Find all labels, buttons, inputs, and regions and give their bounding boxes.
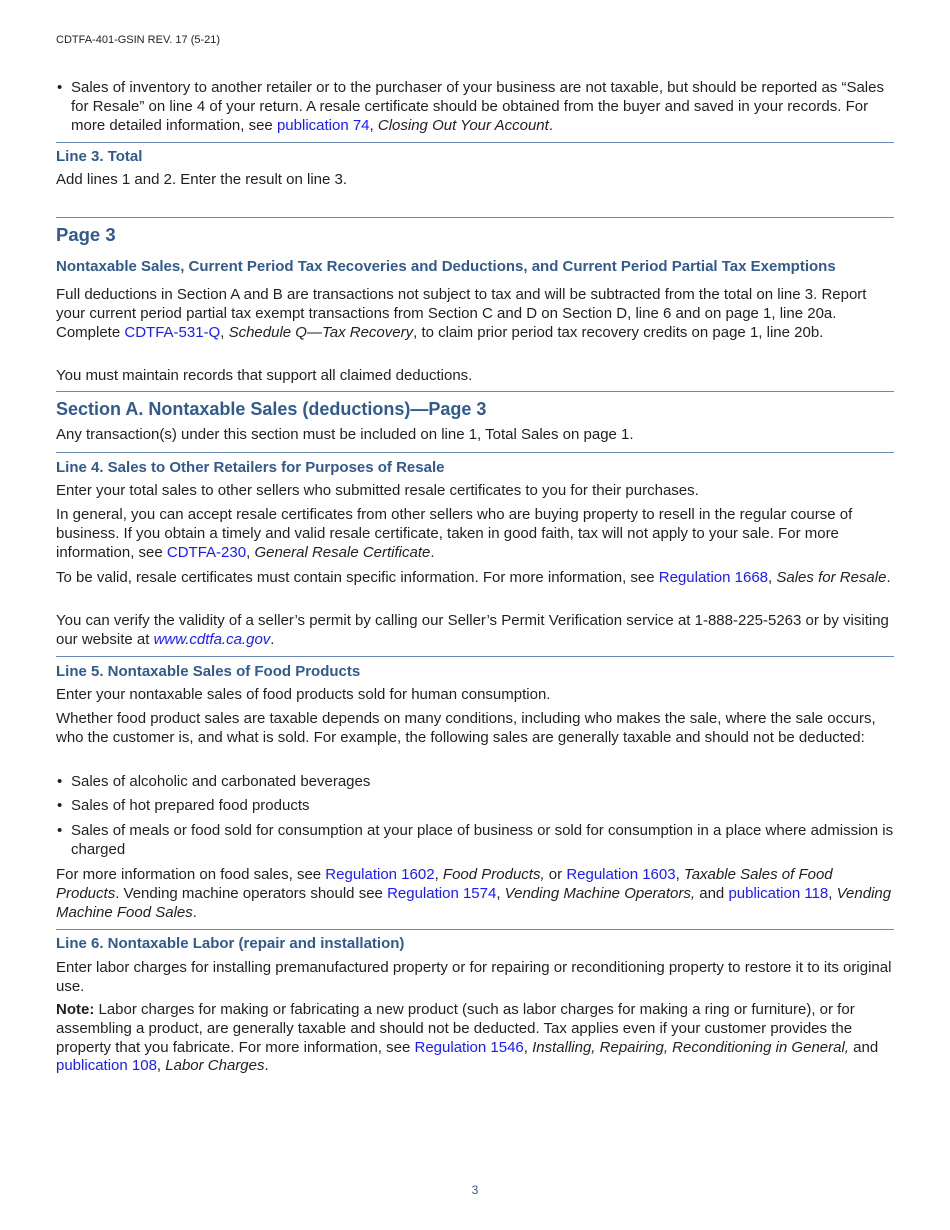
note-label: Note: [56, 1001, 95, 1018]
list-item [56, 79, 894, 135]
text: For more information on food sales, see [56, 866, 326, 883]
text: , [156, 1057, 166, 1075]
page3-subheading: Nontaxable Sales, Current Period Tax Recoveries and Deductions, and Current Period Partial Tax Exemptions [56, 258, 836, 275]
text: , [220, 323, 229, 341]
intro-bullet-list [56, 79, 894, 135]
text: , [768, 569, 777, 586]
regulation-1668-link[interactable]: Regulation 1668 [658, 569, 769, 586]
cdtfa-230-link[interactable]: CDTFA-230 [166, 543, 247, 561]
taxable-food-list [56, 773, 894, 859]
regulation-title: Sales for Resale [776, 569, 887, 586]
text: , [523, 1038, 533, 1056]
section-a-text: Any transaction(s) under this section must be included on line 1, Total Sales on page 1. [56, 426, 634, 443]
page-number: 3 [471, 1183, 479, 1197]
line5-paragraph-3 [56, 866, 894, 922]
divider [56, 391, 894, 392]
divider [56, 656, 894, 657]
regulation-title: Taxable Sales of Food Products [56, 866, 833, 902]
regulation-1602-link[interactable]: Regulation 1602 [325, 866, 435, 883]
regulation-1574-link[interactable]: Regulation 1574 [387, 884, 497, 902]
page3-paragraph-1 [56, 286, 894, 342]
list-item: • Sales of hot prepared food products [56, 797, 894, 816]
text: , [246, 543, 255, 561]
page3-heading: Page 3 [56, 224, 116, 245]
text: . [270, 630, 275, 648]
divider [56, 452, 894, 453]
text: and [848, 1038, 879, 1056]
publication-title: Labor Charges [165, 1057, 265, 1075]
line4-paragraph-2 [56, 506, 894, 562]
line4-paragraph-1: Enter your total sales to other sellers who submitted resale certificates to you for their purchases. [56, 482, 699, 499]
text: . [192, 903, 197, 921]
regulation-title: Installing, Repairing, Reconditioning in General, [532, 1038, 849, 1056]
line3-heading: Line 3. Total [56, 148, 143, 165]
publication-74-link[interactable]: publication 74 [276, 116, 370, 134]
line6-paragraph-1: Enter labor charges for installing premanufactured property or for repairing or reconditioning property to restore it to its original use. [56, 959, 892, 995]
text: You can verify the validity of a seller’s permit by calling our Seller’s Permit Verification service at 1-888-225-5263 or by visiting our website at [56, 612, 889, 648]
publication-title: Closing Out Your Account [377, 116, 549, 134]
line3-text: Add lines 1 and 2. Enter the result on line 3. [56, 171, 348, 188]
form-id: CDTFA-401-GSIN REV. 17 (5-21) [56, 34, 221, 46]
text: , [434, 866, 443, 883]
text: , [369, 116, 378, 134]
line4-paragraph-3 [56, 569, 894, 588]
list-item: • Sales of alcoholic and carbonated beverages [56, 773, 894, 792]
text: . Vending machine operators should see [115, 884, 388, 902]
page3-paragraph-2: You must maintain records that support all claimed deductions. [56, 367, 473, 384]
cdtfa-website-link[interactable]: www.cdtfa.ca.gov [153, 630, 271, 648]
text: . [264, 1057, 269, 1075]
text: , [828, 884, 837, 902]
text: In general, you can accept resale certificates from other sellers who are buying property to resell in the regular course of business. If you obtain a timely and valid resale certificate, taken in good faith, tax will not apply to your sale. For more information, see [56, 506, 853, 561]
divider [56, 142, 894, 143]
line6-heading: Line 6. Nontaxable Labor (repair and installation) [56, 935, 405, 952]
text: or [544, 866, 567, 883]
line5-heading: Line 5. Nontaxable Sales of Food Products [56, 663, 361, 680]
text: and [695, 884, 729, 902]
text: . [430, 543, 435, 561]
form-title: General Resale Certificate [254, 543, 431, 561]
line4-heading: Line 4. Sales to Other Retailers for Purposes of Resale [56, 459, 445, 476]
text: , [496, 884, 505, 902]
regulation-title: Vending Machine Operators, [504, 884, 696, 902]
divider [56, 217, 894, 218]
line4-paragraph-4 [56, 612, 894, 650]
text: , [675, 866, 684, 883]
regulation-1546-link[interactable]: Regulation 1546 [414, 1038, 524, 1056]
line5-paragraph-1: Enter your nontaxable sales of food products sold for human consumption. [56, 686, 551, 703]
text: Full deductions in Section A and B are transactions not subject to tax and will be subtracted from the total on line 3. Report your current period partial tax exempt transactions from Section C and D on Section D, line 6 and on page 1, line 20a. Complete [56, 286, 867, 341]
regulation-1603-link[interactable]: Regulation 1603 [566, 866, 676, 883]
publication-108-link[interactable]: publication 108 [56, 1057, 157, 1075]
list-item: • Sales of meals or food sold for consumption at your place of business or sold for consumption in a place where admission is charged [56, 822, 894, 860]
text: Labor charges for making or fabricating a new product (such as labor charges for making a ring or furniture), or for assembling a product, are generally taxable and should not be deducted. Tax applies even if your customer provides the property that you fabricate. For more information, see [56, 1001, 855, 1056]
text: To be valid, resale certificates must contain specific information. For more information, see [56, 569, 659, 586]
text: . [548, 116, 553, 134]
text: Sales of inventory to another retailer or to the purchaser of your business are not taxable, but should be reported as “Sales for Resale” on line 4 of your return. A resale certificate should be obtained from the buyer and saved in your records. For more detailed information, see [71, 79, 884, 134]
text: . [886, 569, 891, 586]
section-a-heading: Section A. Nontaxable Sales (deductions)—Page 3 [56, 399, 487, 419]
cdtfa-531-q-link[interactable]: CDTFA-531-Q [124, 323, 221, 341]
divider [56, 929, 894, 930]
publication-title: Vending Machine Food Sales [56, 884, 892, 921]
line5-paragraph-2: Whether food product sales are taxable depends on many conditions, including who makes the sale, where the sale occurs, who the customer is, and what is sold. For example, the following sales are generally taxable and should not be deducted: [56, 710, 876, 746]
form-title: Schedule Q—Tax Recovery [228, 323, 414, 341]
text: , to claim prior period tax recovery credits on page 1, line 20b. [413, 323, 824, 341]
line6-note [56, 1001, 894, 1076]
regulation-title: Food Products, [442, 866, 545, 883]
publication-118-link[interactable]: publication 118 [728, 884, 829, 902]
